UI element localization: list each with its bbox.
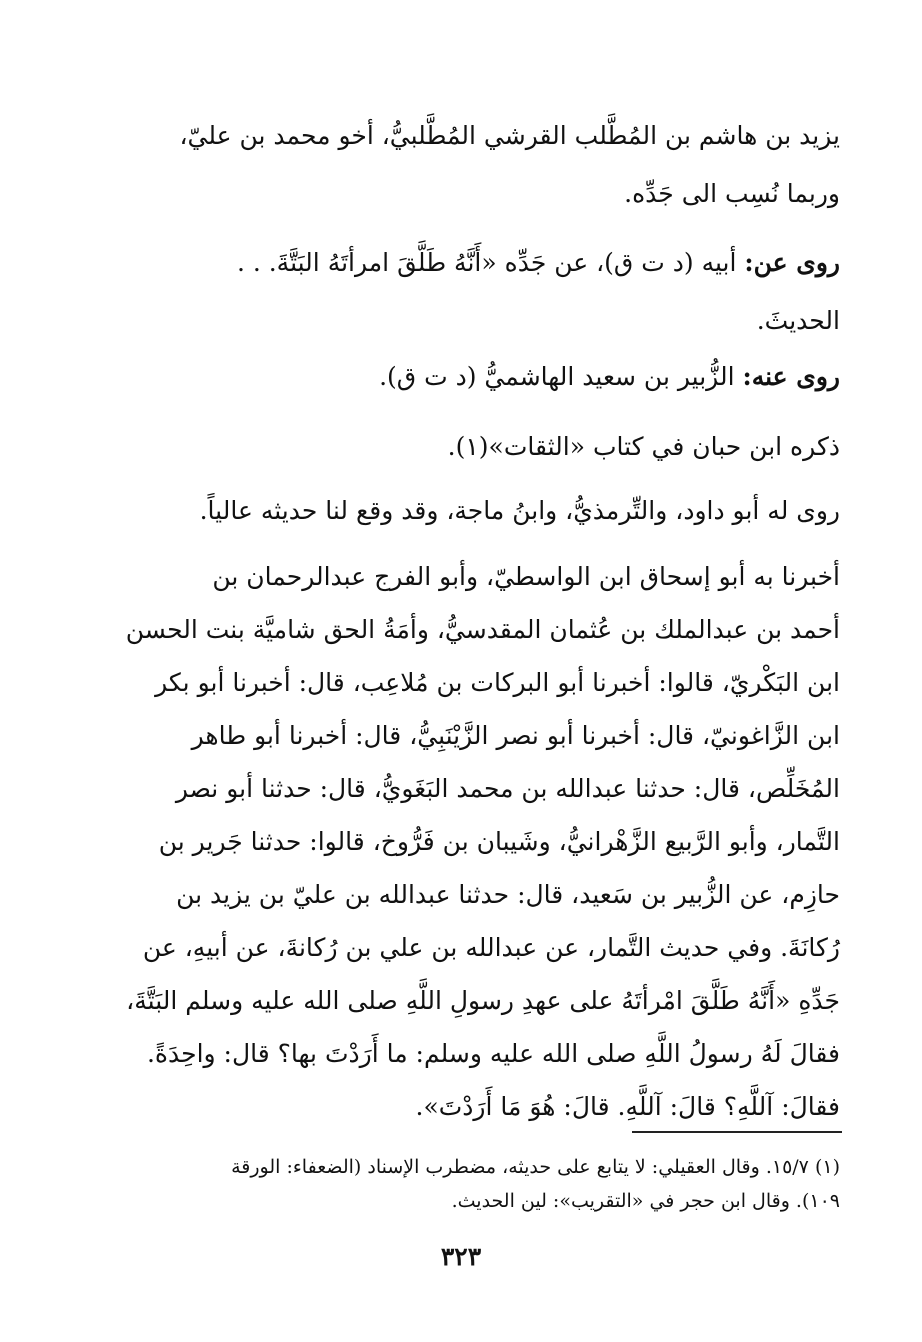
text-line: فقالَ: آللَّهِ؟ قالَ: آللَّهِ. قالَ: هُوَ مَا أَرَدْتَ». bbox=[415, 1092, 840, 1121]
text-line: حازِم، عن الزُّبير بن سَعيد، قال: حدثنا عبدالله بن عليّ بن يزيد بن bbox=[176, 880, 840, 909]
text-line: يزيد بن هاشم بن المُطَّلب القرشي المُطَّلبيُّ، أخو محمد بن عليّ، bbox=[179, 121, 840, 150]
paragraph-narrated-by bbox=[140, 348, 840, 406]
footnotes bbox=[140, 1150, 840, 1218]
footnote-line: ١٠٩). وقال ابن حجر في «التقريب»: لين الحديث. bbox=[451, 1190, 840, 1212]
text-line: ابن البَكْريّ، قالوا: أخبرنا أبو البركات بن مُلاعِب، قال: أخبرنا أبو بكر bbox=[155, 668, 840, 697]
page-number: ٣٢٣ bbox=[440, 1242, 482, 1271]
narrated-by-label: روى عنه: bbox=[742, 362, 840, 391]
footnote-line: (١) ١٥/٧. وقال العقيلي: لا يتابع على حديثه، مضطرب الإسناد (الضعفاء: الورقة bbox=[231, 1156, 840, 1178]
text-line: فقالَ لَهُ رسولُ اللَّهِ صلى الله عليه وسلم: ما أَرَدْتَ بها؟ قال: واحِدَةً. bbox=[146, 1039, 840, 1068]
paragraph-narrated-from bbox=[140, 234, 840, 350]
narrated-from-label: روى عن: bbox=[744, 248, 840, 277]
text-line: الحديثَ. bbox=[756, 306, 840, 335]
text-line: أخبرنا به أبو إسحاق ابن الواسطيّ، وأبو الفرج عبدالرحمان بن bbox=[212, 562, 840, 591]
text-line: رُكانَةَ. وفي حديث التَّمار، عن عبدالله بن علي بن رُكانةَ، عن أبيهِ، عن bbox=[142, 933, 840, 962]
footnote-divider bbox=[632, 1131, 842, 1133]
text-line: روى له أبو داود، والتِّرمذيُّ، وابنُ ماجة، وقد وقع لنا حديثه عالياً. bbox=[199, 496, 840, 525]
paragraph-narrators bbox=[140, 482, 840, 540]
text-line: جَدِّهِ «أَنَّهُ طَلَّقَ امْرأتَهُ على عهدِ رسولِ اللَّهِ صلى الله عليه وسلم البَتَّةَ، bbox=[126, 986, 840, 1015]
text-line: أحمد بن عبدالملك بن عُثمان المقدسيُّ، وأمَةُ الحق شاميَّة بنت الحسن bbox=[125, 615, 840, 644]
narrated-by-text: الزُّبير بن سعيد الهاشميُّ (د ت ق). bbox=[379, 362, 735, 391]
text-line: ابن الزَّاغونيّ، قال: أخبرنا أبو نصر الزَّيْنَبِيُّ، قال: أخبرنا أبو طاهر bbox=[191, 721, 840, 750]
narrated-from-text: أبيه (د ت ق)، عن جَدِّه «أَنَّهُ طَلَّقَ امرأتَهُ البَتَّةَ. . . bbox=[236, 248, 737, 277]
text-line bbox=[140, 234, 840, 292]
paragraph-biography bbox=[140, 107, 840, 223]
text-line: التَّمار، وأبو الرَّبيع الزَّهْرانيُّ، وشَيبان بن فَرُّوخ، قالوا: حدثنا جَرير بن bbox=[158, 827, 840, 856]
text-line: ذكره ابن حبان في كتاب «الثقات»(١). bbox=[447, 432, 840, 461]
text-line: وربما نُسِب الى جَدِّه. bbox=[624, 179, 840, 208]
paragraph-thiqat-mention bbox=[140, 418, 840, 476]
text-line: المُخَلِّص، قال: حدثنا عبدالله بن محمد البَغَويُّ، قال: حدثنا أبو نصر bbox=[175, 774, 840, 803]
paragraph-isnad bbox=[125, 550, 840, 1133]
text-line bbox=[140, 348, 840, 406]
